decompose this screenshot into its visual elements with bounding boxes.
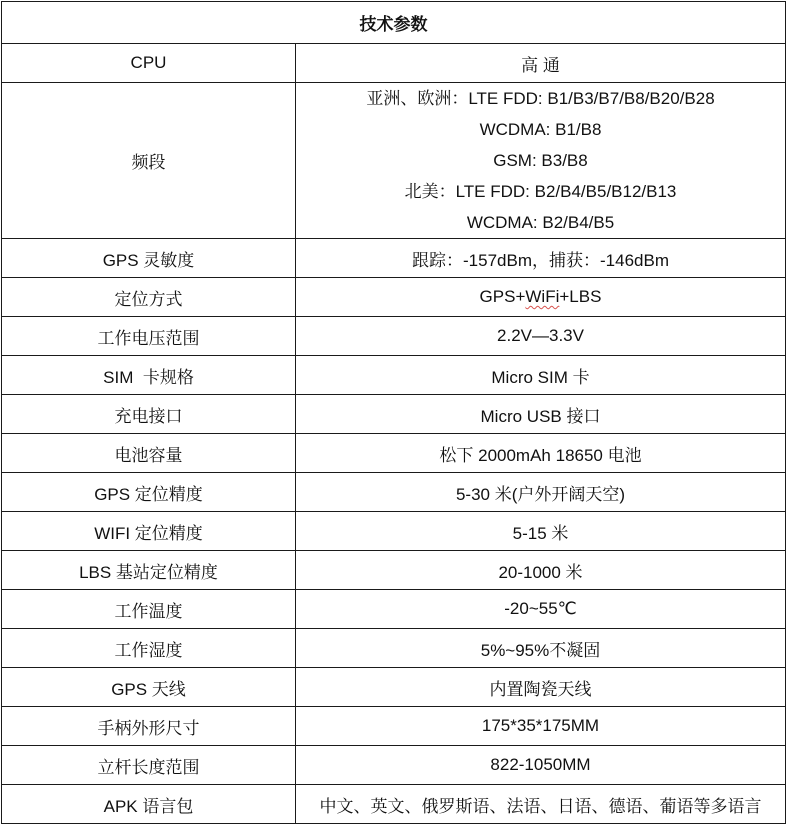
param-value-gps-sensitivity: 跟踪：-157dBm，捕获：-146dBm: [296, 239, 786, 278]
table-row: [2, 551, 786, 590]
table-row: [2, 434, 786, 473]
table-row: [2, 317, 786, 356]
param-label-bands: 频段: [2, 83, 296, 239]
param-label-gps-sensitivity: GPS 灵敏度: [2, 239, 296, 278]
positioning-prefix: GPS+: [479, 287, 526, 306]
param-label-handle-size: 手柄外形尺寸: [2, 707, 296, 746]
table-row: [2, 239, 786, 278]
param-value-charging: Micro USB 接口: [296, 395, 786, 434]
param-value-pole-length: 822-1050MM: [296, 746, 786, 785]
table-row: [2, 83, 786, 239]
param-label-battery: 电池容量: [2, 434, 296, 473]
band-line: WCDMA: B1/B8: [479, 120, 602, 139]
param-value-lbs-accuracy: 20-1000 米: [296, 551, 786, 590]
table-title: 技术参数: [2, 2, 786, 44]
param-label-cpu: CPU: [2, 44, 296, 83]
band-line: WCDMA: B2/B4/B5: [466, 213, 615, 232]
param-label-pole-length: 立杆长度范围: [2, 746, 296, 785]
param-value-apk-language: 中文、英文、俄罗斯语、法语、日语、德语、葡语等多语言: [296, 785, 786, 824]
table-row: [2, 668, 786, 707]
band-line: GSM: B3/B8: [493, 151, 588, 170]
param-value-gps-accuracy: 5-30 米(户外开阔天空): [296, 473, 786, 512]
param-label-wifi-accuracy: WIFI 定位精度: [2, 512, 296, 551]
param-label-gps-antenna: GPS 天线: [2, 668, 296, 707]
table-row: [2, 473, 786, 512]
table-row: [2, 395, 786, 434]
param-label-positioning: 定位方式: [2, 278, 296, 317]
param-label-humidity: 工作湿度: [2, 629, 296, 668]
param-label-gps-accuracy: GPS 定位精度: [2, 473, 296, 512]
param-value-gps-antenna: 内置陶瓷天线: [296, 668, 786, 707]
positioning-wifi-flagged: WiFi: [525, 287, 560, 306]
param-value-humidity: 5%~95%不凝固: [296, 629, 786, 668]
param-value-bands: [296, 83, 786, 239]
title-row: [2, 2, 786, 44]
table-row: [2, 629, 786, 668]
param-value-cpu: 高 通: [296, 44, 786, 83]
table-row: [2, 356, 786, 395]
table-row: [2, 44, 786, 83]
band-line: 北美：LTE FDD: B2/B4/B5/B12/B13: [404, 182, 677, 201]
table-row: [2, 590, 786, 629]
band-line: 亚洲、欧洲：LTE FDD: B1/B3/B7/B8/B20/B28: [366, 89, 715, 108]
table-row: [2, 512, 786, 551]
spec-table: [1, 1, 786, 824]
table-row: [2, 746, 786, 785]
positioning-suffix: +LBS: [559, 287, 602, 306]
param-value-sim: Micro SIM 卡: [296, 356, 786, 395]
param-value-wifi-accuracy: 5-15 米: [296, 512, 786, 551]
param-label-sim: SIM 卡规格: [2, 356, 296, 395]
table-row: [2, 278, 786, 317]
param-value-temperature: -20~55℃: [296, 590, 786, 629]
table-row: [2, 707, 786, 746]
param-label-lbs-accuracy: LBS 基站定位精度: [2, 551, 296, 590]
param-value-handle-size: 175*35*175MM: [296, 707, 786, 746]
param-label-charging: 充电接口: [2, 395, 296, 434]
param-label-voltage: 工作电压范围: [2, 317, 296, 356]
param-value-voltage: 2.2V—3.3V: [296, 317, 786, 356]
table-row: [2, 785, 786, 824]
param-value-battery: 松下 2000mAh 18650 电池: [296, 434, 786, 473]
param-label-apk-language: APK 语言包: [2, 785, 296, 824]
param-label-temperature: 工作温度: [2, 590, 296, 629]
param-value-positioning: [296, 278, 786, 317]
